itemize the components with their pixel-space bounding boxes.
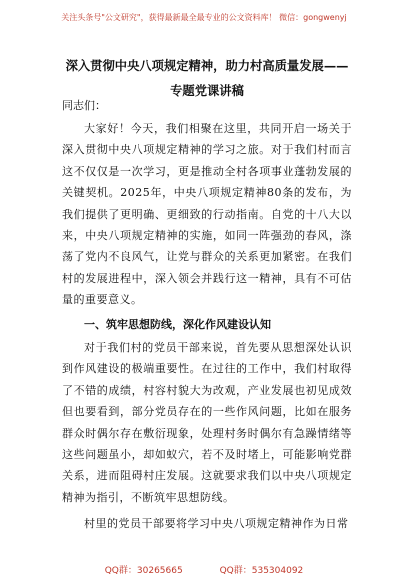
section1-paragraph-2: 村里的党员干部要将学习中央八项规定精神作为日常: [84, 517, 349, 530]
document-title: 深入贯彻中央八项规定精神，助力村高质量发展——专题党课讲稿: [65, 59, 349, 98]
intro-paragraph: 大家好！今天，我们相聚在这里，共同开启一场关于深入贯彻中央八项规定精神的学习之旅。对于我们村而言这不仅仅是一次学习，更是推动全村各项事业蓬勃发展的关键契机。2025年，中央八项规定精神80条的发布，为我们提供了更明确、更细致的行动指南。自党的十八大以来，中央八项规定精神的实施，如同一阵强劲的春风，涤荡了党内不良风气，让党与群众的关系更加紧密。在我们村的发展进程中，深入领会并践行这一精神，具有不可估量的重要意义。: [62, 122, 352, 307]
footer-contact: [0, 563, 408, 576]
header-banner: 关注头条号"公文研究"，获得最新最全最专业的公文资料库！ 微信：gongwenyj: [61, 13, 347, 22]
footer-qq-group-2: QQ群：535304092: [219, 566, 304, 576]
section1-paragraph: 对于我们村的党员干部来说，首先要从思想深处认识到作风建设的极端重要性。在过往的工作中，我们村取得了不错的成绩，村容村貌大为改观，产业发展也初见成效但也要看到，部分党员存在的一些作风问题，比如在服务群众时偶尔存在敷衍现象，处理村务时偶尔有急躁情绪等这些问题虽小，却如蚁穴，若不及时堵上，可能影响党群关系，进而阻碍村庄发展。这就要求我们以中央八项规定精神为指引，不断筑牢思想防线。: [62, 341, 352, 504]
salutation: 同志们：: [62, 99, 106, 112]
footer-qq-group-1: QQ群：30265665: [104, 566, 183, 576]
section-heading-1: 一、筑牢思想防线，深化作风建设认知: [84, 318, 271, 331]
